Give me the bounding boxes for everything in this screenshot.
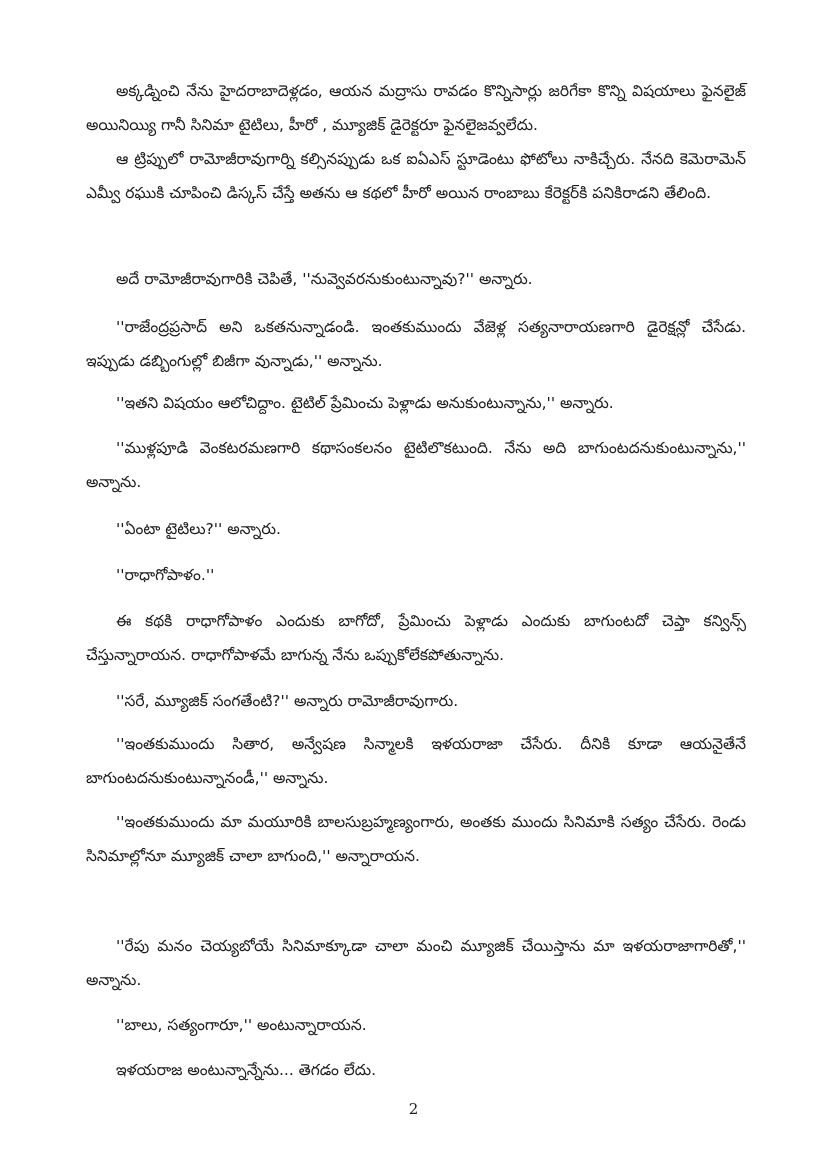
paragraph-7: ''ఏంటా టైటిలు?'' అన్నారు. [116,520,281,538]
paragraph-14: ''బాలు, సత్యంగారూ,'' అంటున్నారాయన. [116,1016,367,1034]
paragraph-11: ''ఇంతకుముందు సితార, అన్వేషణ సిన్మాలకి ఇళయరాజా చేసేరు. దీనికి కూడా ఆయనైతేనే బాగుంటదనుకుంటున్నానండీ,'' అన్నాను. [86,735,746,787]
paragraph-9: ఈ కథకి రాధాగోపాళం ఎందుకు బాగోదో, ప్రేమించు పెళ్లాడు ఎందుకు బాగుంటదో చెప్తా కన్విన్స్ చేస్తున్నారాయన. రాధాగోపాళమే బాగున్న నేను ఒప్పుకోలేకపోతున్నాను. [86,612,746,664]
paragraph-4: ''రాజేంద్రప్రసాద్ అని ఒకతనున్నాడండి. ఇంతకుముందు వేజెళ్ల సత్యనారాయణగారి డైరెక్షన్లో చేసేడు. ఇప్పుడు డబ్బింగుల్లో బిజీగా వున్నాడు,'' అన్నాను. [86,318,746,370]
paragraph-6: ''ముళ్లపూడి వెంకటరమణగారి కథాసంకలనం టైటిలొకటుంది. నేను అది బాగుంటదనుకుంటున్నాను,'' అన్నాను. [86,439,746,491]
paragraph-5: ''ఇతని విషయం ఆలోచిద్దాం. టైటిల్ ప్రేమించు పెళ్లాడు అనుకుంటున్నాను,'' అన్నారు. [116,394,614,412]
page-number: 2 [408,1100,419,1118]
paragraph-12: ''ఇంతకుముందు మా మయూరికి బాలసుబ్రహ్మణ్యంగారు, అంతకు ముందు సినిమాకి సత్యం చేసేరు. రెండు సినిమాల్లోనూ మ్యూజిక్ చాలా బాగుంది,'' అన్నారాయన. [86,813,746,865]
paragraph-10: ''సరే, మ్యూజిక్ సంగతేంటి?'' అన్నారు రామోజీరావుగారు. [116,692,459,710]
paragraph-2: ఆ ట్రిప్పులో రామోజీరావుగార్ని కల్సినప్పుడు ఒక ఐఏఎస్ స్టూడెంటు ఫోటోలు నాకిచ్చేరు. నేనది కెమెరామెన్ ఎమ్వీ రఘుకి చూపించి డిస్కస్ చేస్తే అతను ఆ కథలో హీరో అయిన రాంబాబు కేరెక్టర్‌కి పనికిరాడని తేలింది. [86,150,746,202]
paragraph-8: ''రాధాగోపాళం.'' [116,566,215,584]
paragraph-13: ''రేపు మనం చెయ్యబోయే సినిమాక్కూడా చాలా మంచి మ్యూజిక్ చేయిస్తాను మా ఇళయరాజాగారితో,'' అన్నాను. [86,937,746,989]
paragraph-15: ఇళయరాజ అంటున్నాన్నేను... తెగడం లేదు. [116,1061,377,1079]
paragraph-3: అదే రామోజీరావుగారికి చెపితే, ''నువ్వెవరనుకుంటున్నావు?'' అన్నారు. [116,270,533,288]
paragraph-1: అక్కడ్నించి నేను హైదరాబాదెళ్లడం, ఆయన మద్రాసు రావడం కొన్నిసార్లు జరిగేకా కొన్ని విషయాలు ఫైనలైజ్ అయినియ్యి గానీ సినిమా టైటిలు, హీరో , మ్యూజిక్ డైరెక్టరూ ఫైనలైజవ్వలేదు. [86,82,746,134]
